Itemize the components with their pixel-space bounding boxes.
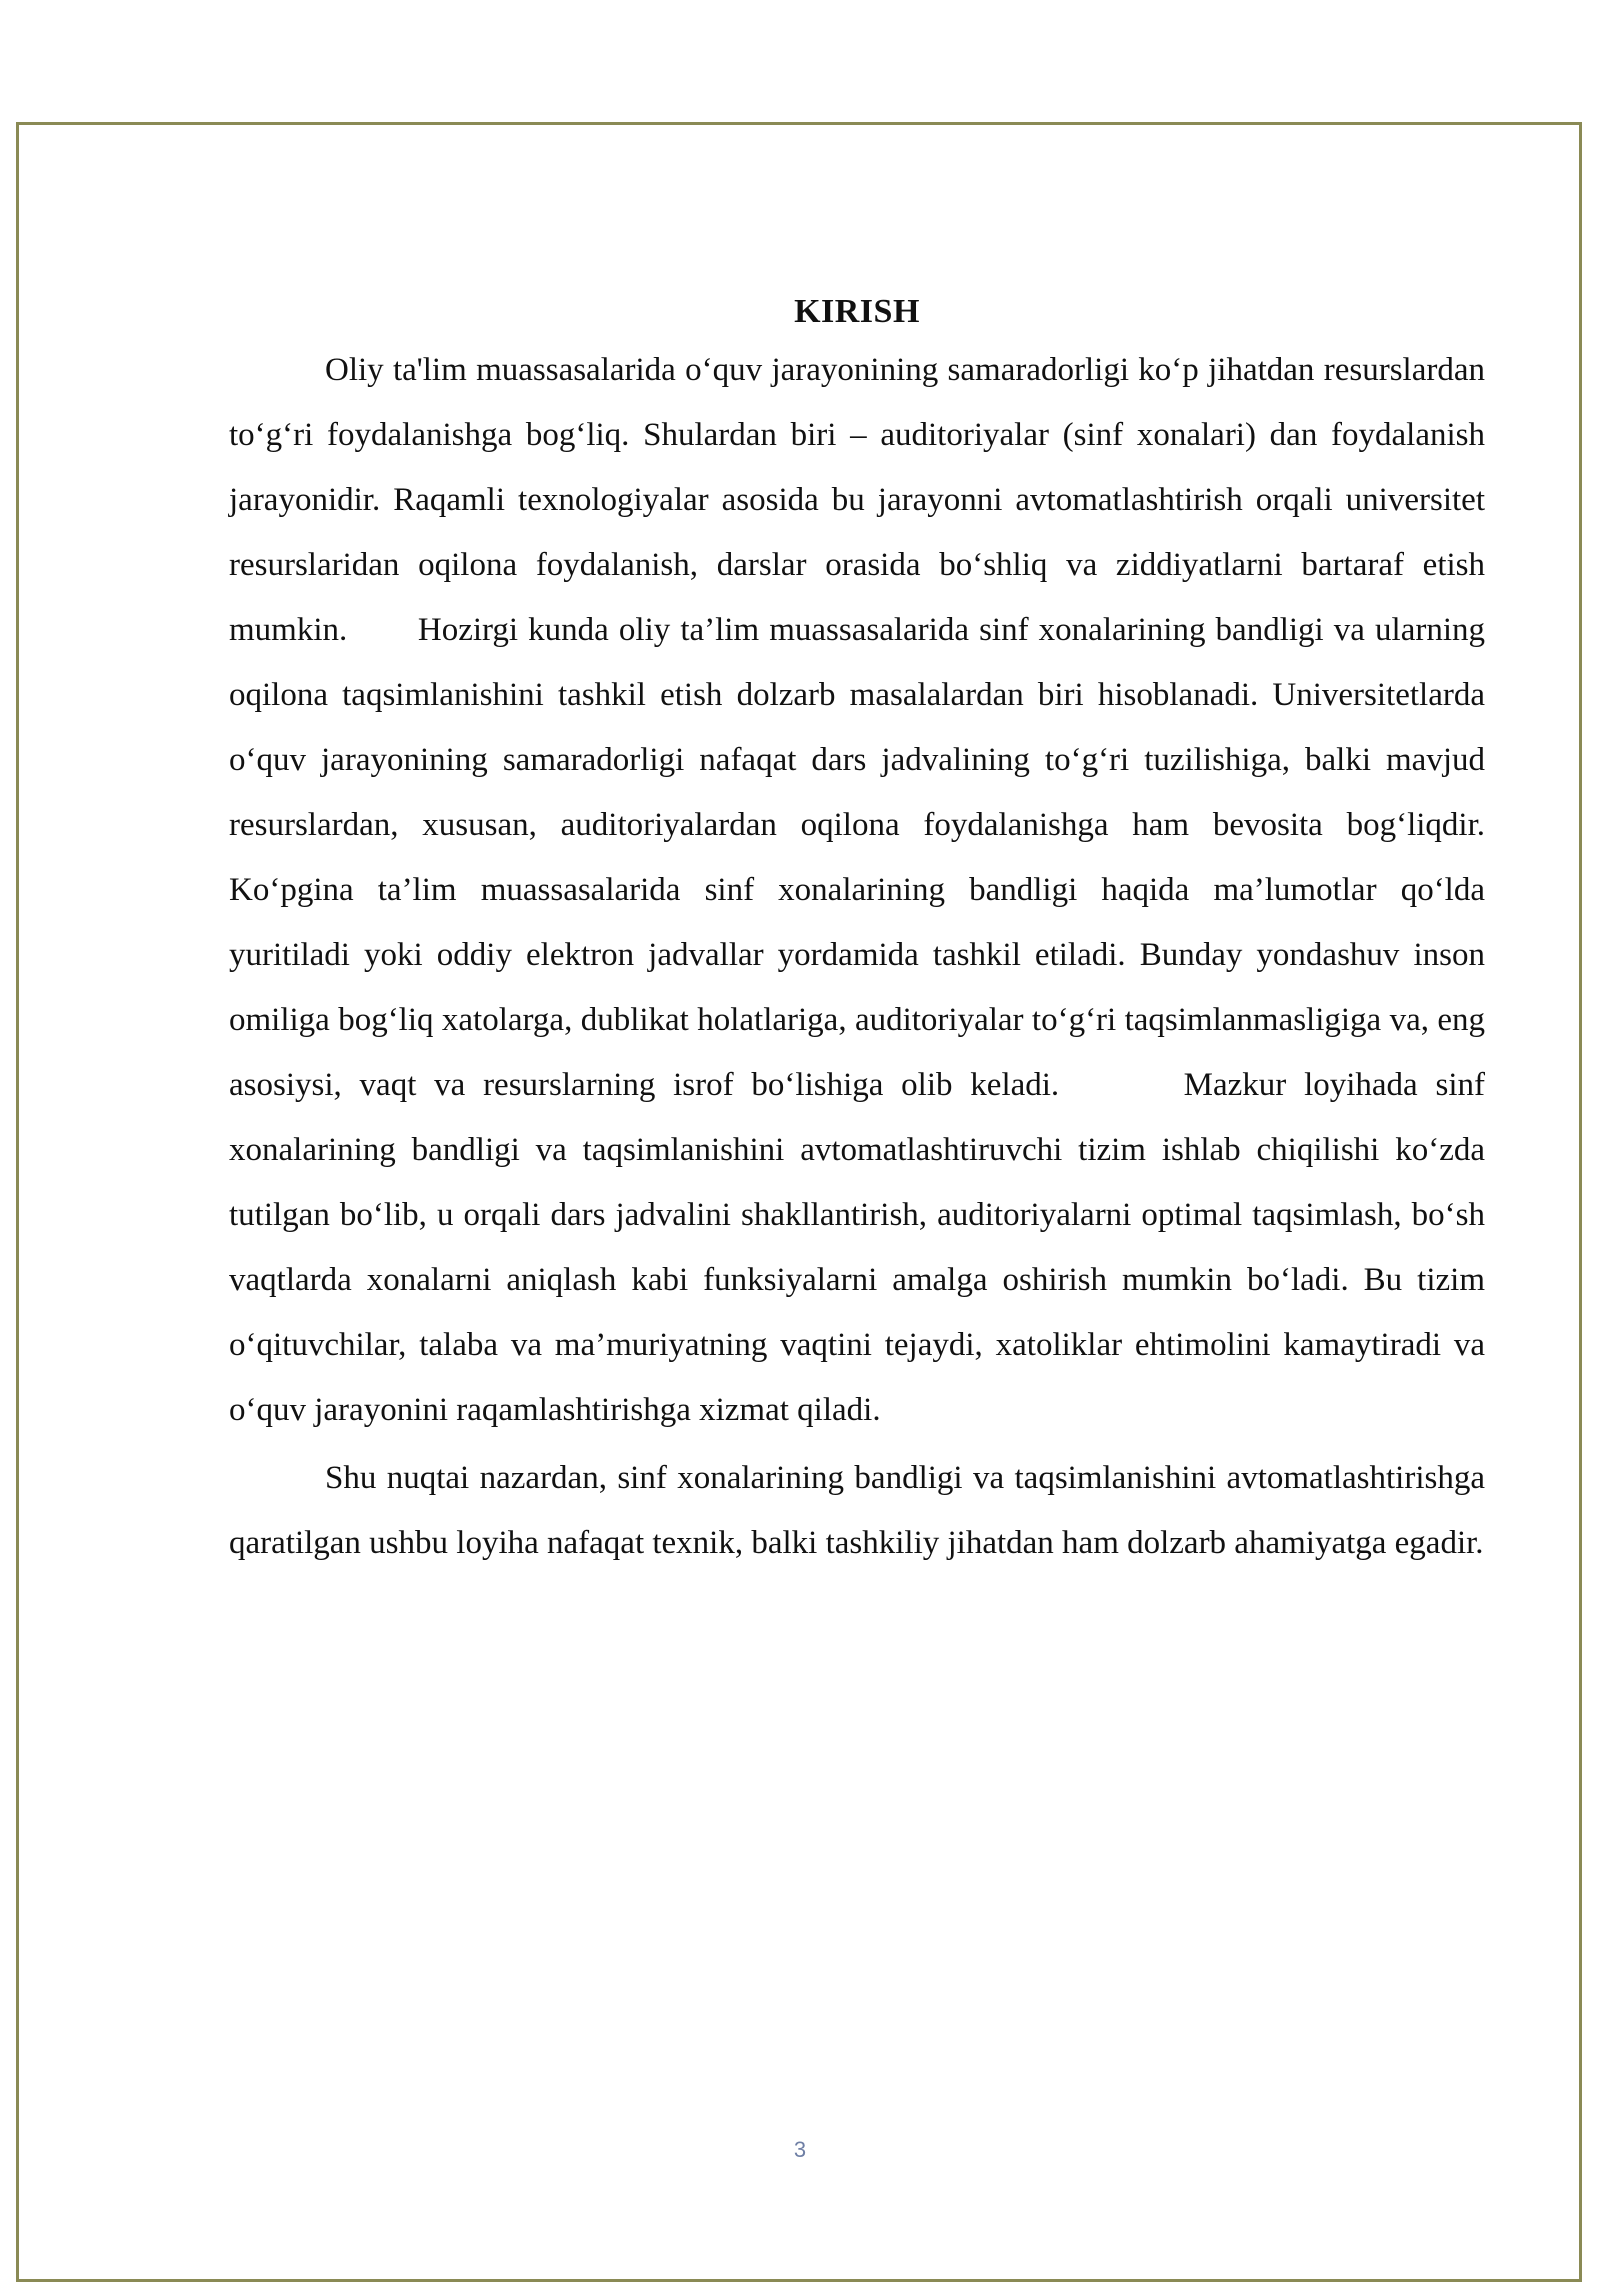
page-number: 3	[793, 2137, 807, 2162]
paragraph-1: Oliy ta'lim muassasalarida o‘quv jarayonining samaradorligi ko‘p jihatdan resurslardan to‘g‘ri foydalanishga bog‘liq. Shulardan biri – auditoriyalar (sinf xonalari) dan foydalanish jarayonidir. Raqamli texnologiyalar asosida bu jarayonni avtomatlashtirish orqali universitet resurslaridan oqilona foydalanish, darslar orasida bo‘shliq va ziddiyatlarni bartaraf etish mumkin. Hozirgi kunda oliy ta’lim muassasalarida sinf xonalarining bandligi va ularning oqilona taqsimlanishini tashkil etish dolzarb masalalardan biri hisoblanadi. Universitetlarda o‘quv jarayonining samaradorligi nafaqat dars jadvalining to‘g‘ri tuzilishiga, balki mavjud resurslardan, xususan, auditoriyalardan oqilona foydalanishga ham bevosita bog‘liqdir. Ko‘pgina ta’lim muassasalarida sinf xonalarining bandligi haqida ma’lumotlar qo‘lda yuritiladi yoki oddiy elektron jadvallar yordamida tashkil etiladi. Bunday yondashuv inson omiliga bog‘liq xatolarga, dublikat holatlariga, auditoriyalar to‘g‘ri taqsimlanmasligiga va, eng asosiysi, vaqt va resurslarning isrof bo‘lishiga olib keladi. Mazkur loyihada sinf xonalarining bandligi va taqsimlanishini avtomatlashtiruvchi tizim ishlab chiqilishi ko‘zda tutilgan bo‘lib, u orqali dars jadvalini shakllantirish, auditoriyalarni optimal taqsimlash, bo‘sh vaqtlarda xonalarni aniqlash kabi funksiyalarni amalga oshirish mumkin bo‘ladi. Bu tizim o‘qituvchilar, talaba va ma’muriyatning vaqtini tejaydi, xatoliklar ehtimolini kamaytiradi va o‘quv jarayonini raqamlashtirishga xizmat qiladi.	[229, 352, 1494, 1428]
document-body	[229, 286, 1494, 1576]
section-title: KIRISH	[794, 293, 920, 330]
paragraph-2: Shu nuqtai nazardan, sinf xonalarining bandligi va taqsimlanishini avtomatlashtirishga qaratilgan ushbu loyiha nafaqat texnik, balki tashkiliy jihatdan ham dolzarb ahamiyatga egadir.	[229, 1460, 1485, 1561]
